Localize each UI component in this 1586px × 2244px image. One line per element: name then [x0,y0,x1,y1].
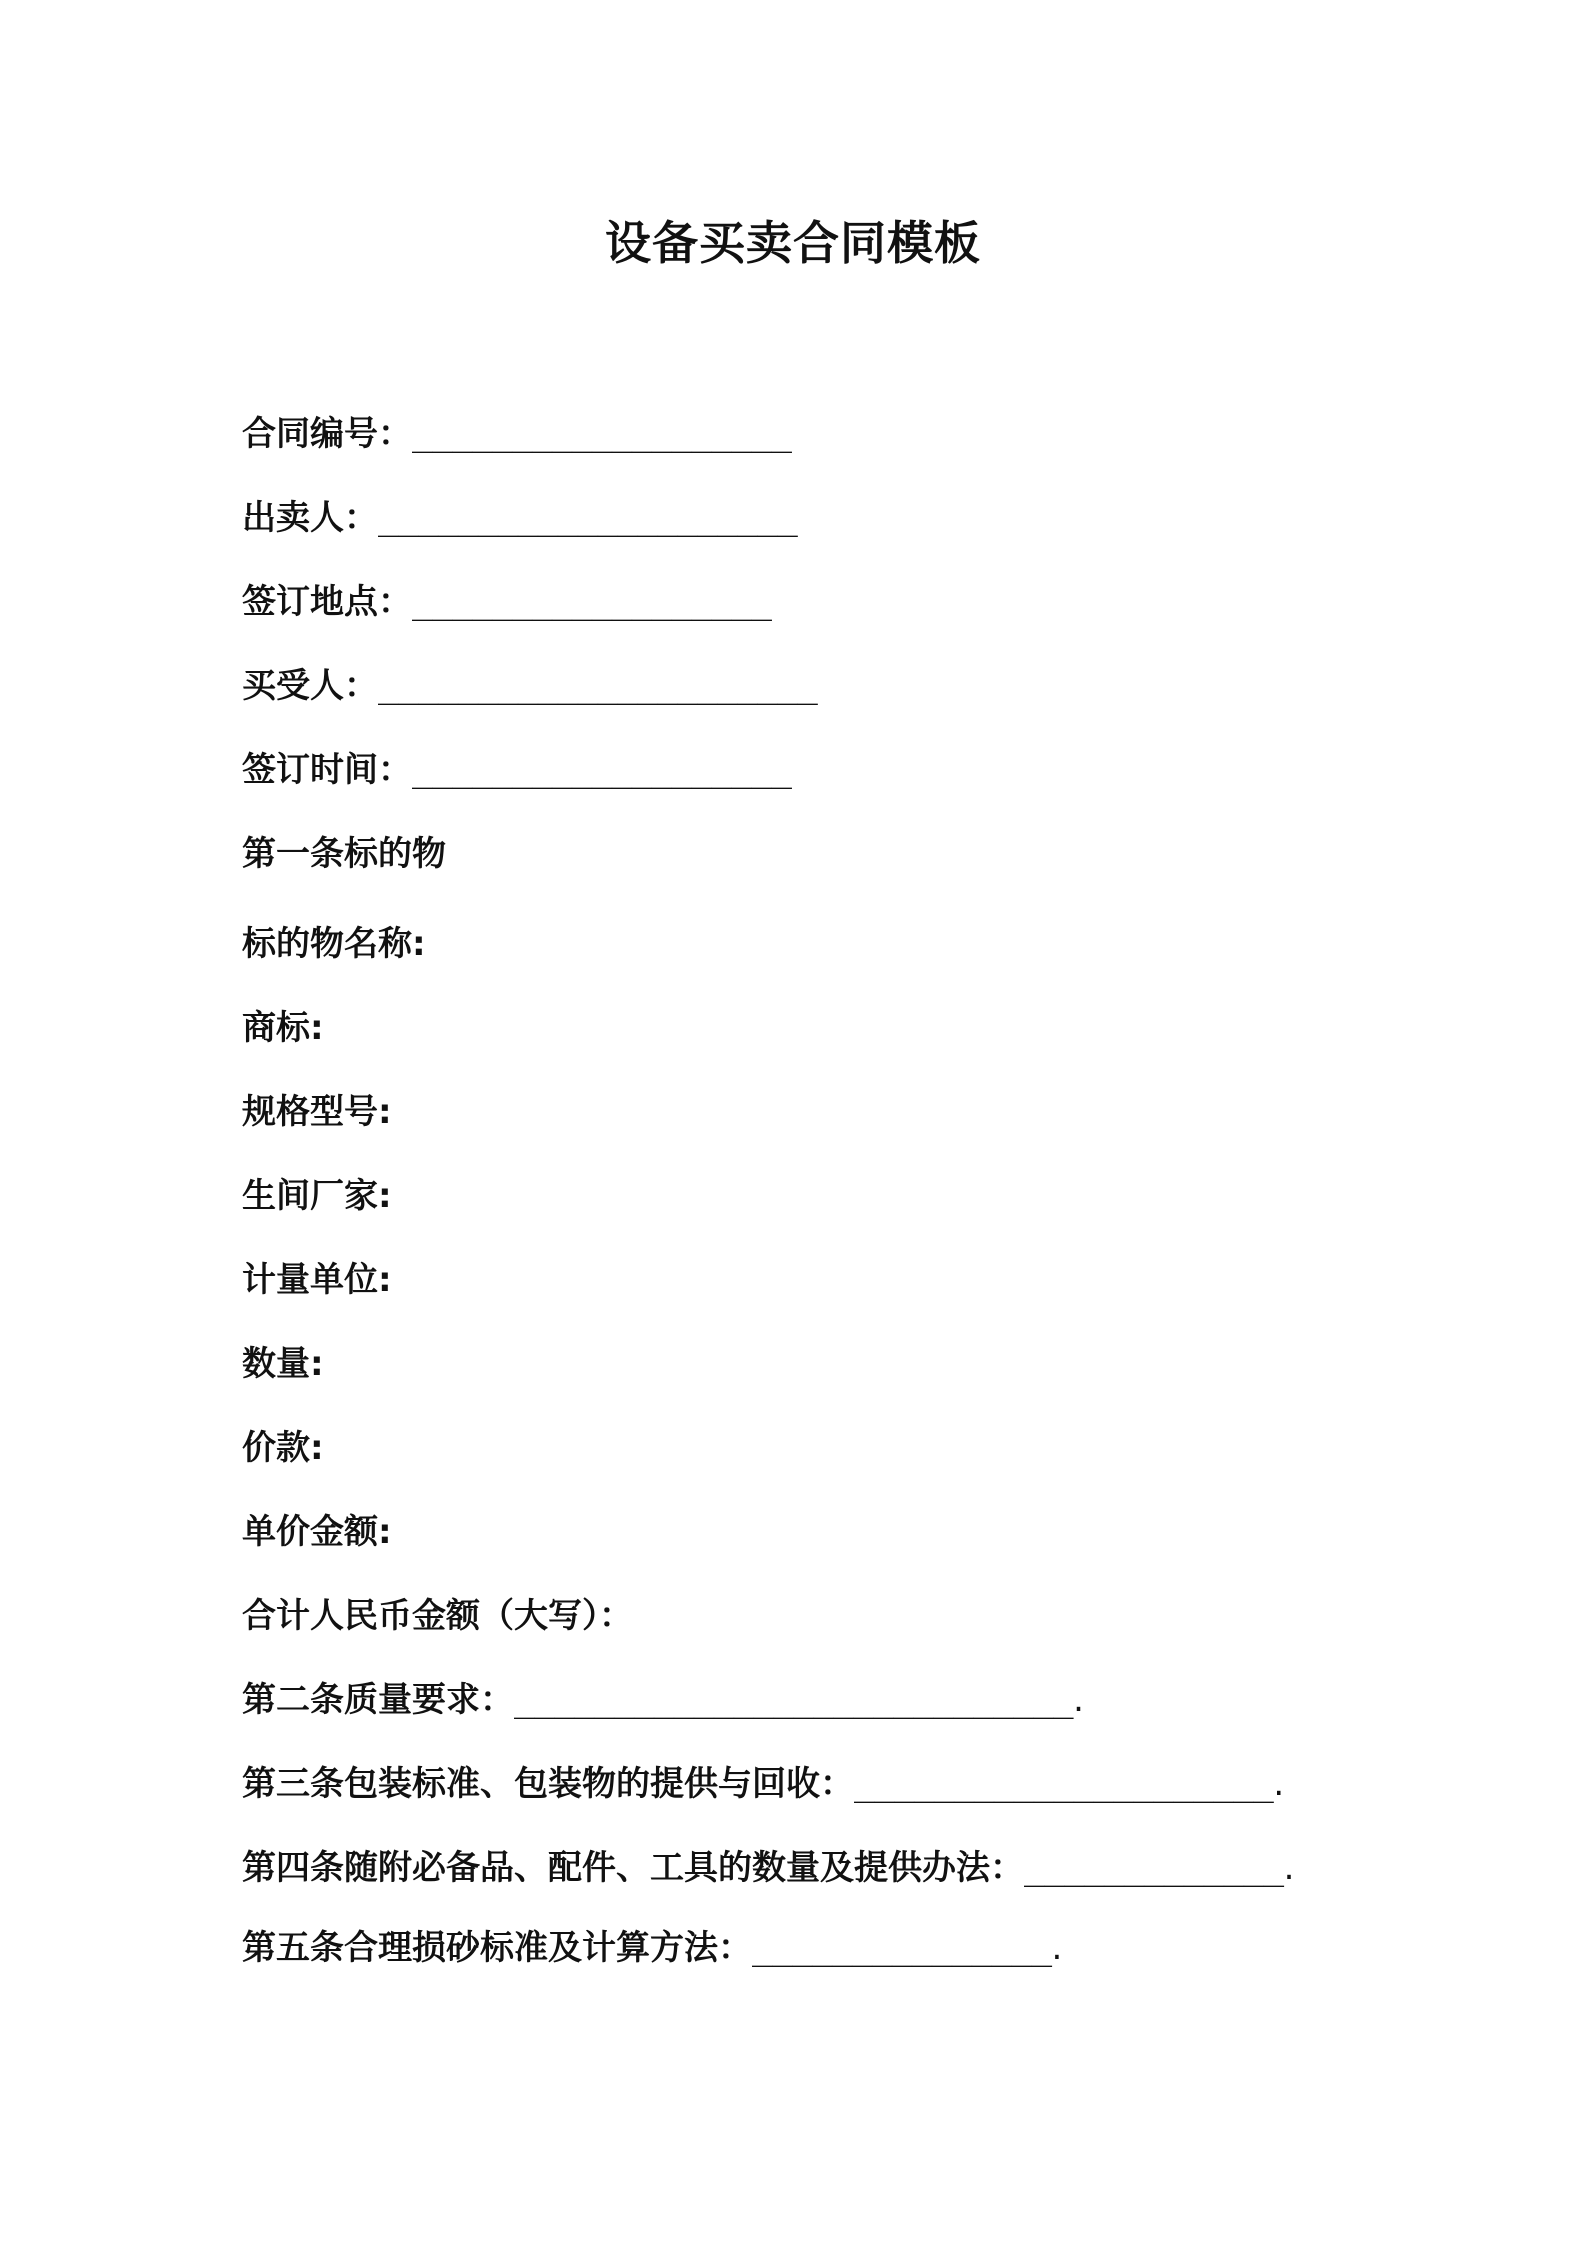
item-manufacturer: 生间厂家: [242,1176,392,1216]
fill-blank[interactable]: _______________ [752,1928,1052,1968]
field-label: 签订时间： [242,750,412,790]
item-unit: 计量单位: [242,1260,392,1300]
clause-end: . [1283,1848,1295,1888]
field-label: 合同编号： [242,414,412,454]
section-heading: 第一条标的物 [242,834,446,874]
field-contract-number [242,412,791,456]
clause-end: . [1051,1928,1063,1968]
fill-blank[interactable]: ___________________ [412,414,792,454]
field-buyer [242,664,817,708]
fill-blank[interactable]: ______________________ [378,666,818,706]
field-signing-time [242,748,791,792]
field-signing-place [242,580,771,624]
item-total-amount: 合计人民币金额（大写）： [242,1596,633,1636]
fill-blank[interactable]: _____________________ [854,1764,1274,1804]
fill-blank[interactable]: _____________________ [378,498,798,538]
clause-quality [242,1678,1084,1722]
field-label: 出卖人： [242,498,378,538]
clause-label: 第二条质量要求： [242,1680,514,1720]
document-title: 设备买卖合同模板 [605,216,981,270]
fill-blank[interactable]: _____________ [1024,1848,1284,1888]
item-unit-price: 单价金额: [242,1512,392,1552]
fill-blank[interactable]: ____________________________ [514,1680,1074,1720]
clause-loss-standard [242,1926,1062,1970]
clause-end: . [1073,1680,1084,1720]
item-subject-name: 标的物名称: [242,924,426,964]
clause-accessories [242,1846,1294,1890]
fill-blank[interactable]: ___________________ [412,750,792,790]
fill-blank[interactable]: __________________ [412,582,772,622]
field-label: 签订地点： [242,582,412,622]
item-model: 规格型号: [242,1092,392,1132]
item-price: 价款: [242,1428,324,1468]
clause-label: 第四条随附必备品、配件、工具的数量及提供办法： [242,1848,1024,1888]
field-seller [242,496,797,540]
item-trademark: 商标: [242,1008,324,1048]
clause-label: 第三条包装标准、包装物的提供与回收： [242,1764,854,1804]
item-quantity: 数量: [242,1344,324,1384]
field-label: 买受人： [242,666,378,706]
clause-end: . [1273,1764,1285,1804]
clause-label: 第五条合理损砂标准及计算方法： [242,1928,752,1968]
clause-packaging [242,1762,1284,1806]
